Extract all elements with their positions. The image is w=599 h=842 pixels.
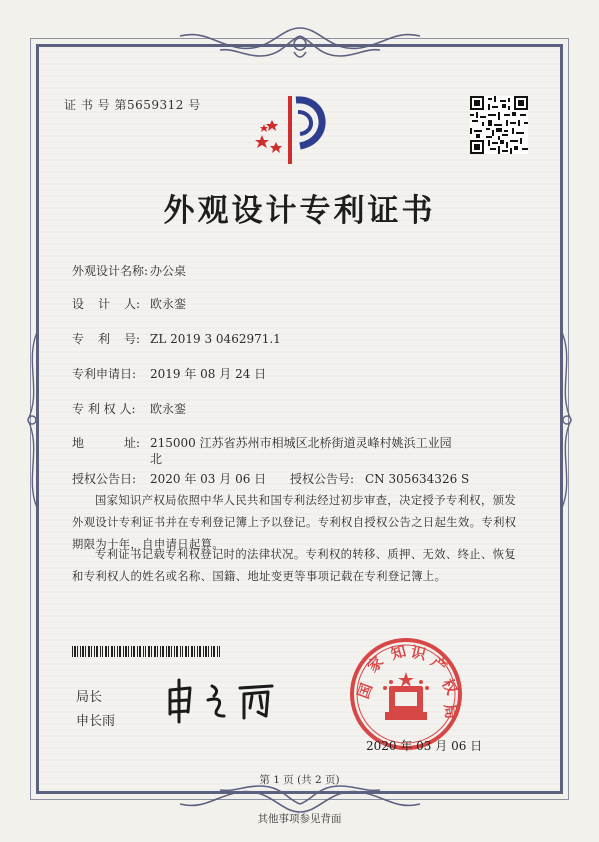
patent-no-value: ZL 2019 3 0462971.1: [150, 332, 281, 346]
svg-text:局: 局: [440, 702, 461, 721]
svg-text:知: 知: [388, 641, 409, 664]
address-label: 地 址:: [72, 436, 140, 450]
address-value-line2: 北: [150, 452, 163, 466]
patentee-row: [72, 400, 186, 417]
designer-value: 欧永銮: [150, 297, 187, 311]
handwritten-signature: [164, 676, 304, 726]
patent-no-label: 专 利 号:: [72, 332, 140, 346]
back-note: 其他事项参见背面: [257, 813, 342, 825]
certificate-title: 外观设计专利证书: [163, 193, 436, 229]
signatory-title: 局长: [76, 690, 103, 705]
designer-row: [72, 295, 186, 312]
svg-text:权: 权: [438, 675, 462, 698]
svg-text:产: 产: [427, 652, 451, 676]
grant-row: [72, 470, 469, 487]
address-value-line1: 215000 江苏省苏州市相城区北桥街道灵峰村姚浜工业园: [150, 436, 452, 450]
design-name-row: [72, 262, 186, 279]
right-ornament: [553, 330, 579, 510]
paragraph-grant: 国家知识产权局依照中华人民共和国专利法经过初步审查，决定授予专利权，颁发外观设计专利证书并在专利登记簿上予以登记。专利权自授权公告之日起生效。专利权期限为十年，自申请日起算。: [72, 494, 517, 551]
filing-date-value: 2019 年 08 月 24 日: [150, 367, 267, 381]
filing-date-row: [72, 365, 266, 382]
svg-text:识: 识: [409, 642, 428, 664]
barcode-icon: [72, 646, 220, 657]
grant-date-value: 2020 年 03 月 06 日: [150, 472, 267, 486]
seal-date: 2020 年 03 月 06 日: [366, 739, 483, 753]
svg-text:家: 家: [363, 652, 388, 676]
cnipa-logo-icon: [252, 90, 332, 168]
patentee-label: 专 利 权 人:: [72, 402, 136, 416]
filing-date-label: 专利申请日:: [72, 367, 137, 381]
patentee-value: 欧永銮: [150, 402, 187, 416]
paragraph-legal-status: 专利证书记载专利权登记时的法律状况。专利权的转移、质押、无效、终止、恢复和专利权人的姓名或名称、国籍、地址变更等事项记载在专利登记簿上。: [72, 548, 517, 583]
certificate-number: 证 书 号 第5659312 号: [64, 98, 201, 112]
qr-code-icon: [470, 96, 528, 154]
grant-no-label: 授权公告号:: [290, 472, 355, 486]
patent-no-row: [72, 330, 281, 347]
top-ornament: [170, 22, 430, 66]
grant-date-label: 授权公告日:: [72, 472, 137, 486]
page-number: 第 1 页 (共 2 页): [259, 774, 340, 786]
designer-label: 设 计 人:: [72, 297, 140, 311]
left-ornament: [20, 330, 46, 510]
address-row: [72, 434, 452, 451]
grant-no-value: CN 305634326 S: [365, 472, 470, 486]
design-name-value: 办公桌: [150, 264, 187, 278]
svg-text:国: 国: [354, 680, 377, 702]
design-name-label: 外观设计名称:: [72, 264, 149, 278]
signatory-name: 申长雨: [76, 714, 116, 729]
